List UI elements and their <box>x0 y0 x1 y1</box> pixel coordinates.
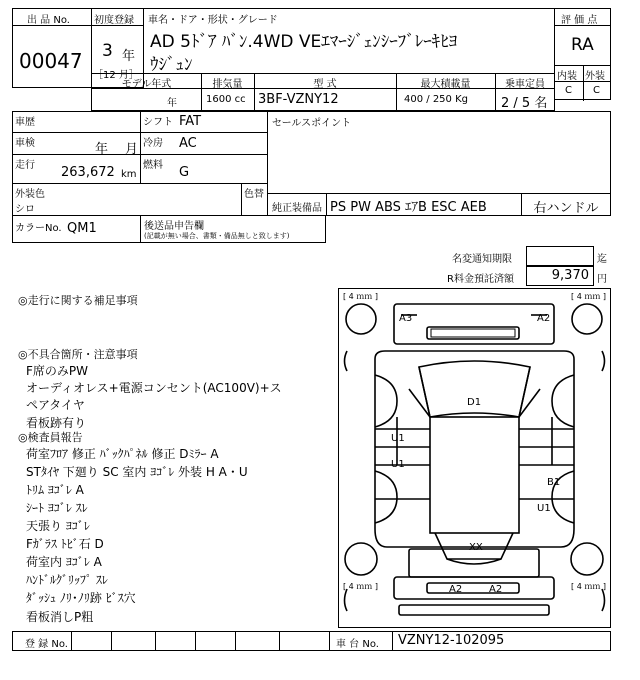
exterior-color-value: シロ <box>15 204 35 215</box>
lot-number: 00047 <box>19 49 83 73</box>
remark-line: ﾄﾘﾑ ﾖｺﾞﾚ A <box>26 483 84 497</box>
remark-line: F席のみPW <box>26 364 89 378</box>
mileage-cell <box>12 154 141 184</box>
grade-value: RA <box>571 35 594 55</box>
sales-point-label: セールスポイント <box>272 118 352 129</box>
recycle-label: R料金預託済額 <box>447 274 514 285</box>
chassis-no-label: 車 台 No. <box>336 639 379 650</box>
model-year-label: モデル年式 <box>121 79 172 90</box>
first-reg-month: ［12 月］ <box>93 70 139 81</box>
remark-line: ｼｰﾄ ﾖｺﾞﾚ ｽﾚ <box>26 501 88 515</box>
recycle-unit: 円 <box>597 274 607 285</box>
interior-value: C <box>565 85 572 96</box>
registration-no-label: 登 録 No. <box>25 639 68 650</box>
remark-line: STﾀｲﾔ 下廻り SC 室内 ﾖｺﾞﾚ 外装 H A・U <box>26 465 248 479</box>
sales-point-box <box>267 111 611 194</box>
inspection-label: 車検 <box>15 138 35 149</box>
shift-value: FAT <box>179 114 202 129</box>
remark-line: オーディオレス+電源コンセント(AC100V)+ス <box>26 381 282 395</box>
equipment-value: PS PW ABS ｴｱB ESC AEB <box>330 200 487 215</box>
displacement-label: 排気量 <box>212 79 243 90</box>
car-outline-diagram <box>339 289 610 627</box>
remark-line: Fｶﾞﾗｽ ﾄﾋﾞ石 D <box>26 537 104 551</box>
doc-declaration-label: 後送品申告欄 <box>144 221 204 232</box>
damage-code-a2-rear-2: A2 <box>489 584 503 595</box>
damage-diagram <box>338 288 611 628</box>
mileage-value: 263,672 <box>61 165 115 180</box>
first-reg-year: 3 <box>102 41 113 61</box>
first-reg-year-unit: 年 <box>122 49 136 64</box>
color-no-label: カラーNo. <box>15 223 62 234</box>
damage-code-u1-left-front: U1 <box>391 433 405 444</box>
chassis-no-value: VZNY12-102095 <box>398 633 505 648</box>
steering-value: 右ハンドル <box>533 201 599 216</box>
remark-line: ◎検査員報告 <box>18 431 83 444</box>
inspection-month: 月 <box>125 142 139 157</box>
capacity-value: 2 / 5 名 <box>501 96 548 111</box>
damage-code-b1: B1 <box>547 477 561 488</box>
registration-no-box <box>12 631 330 651</box>
doc-declaration-note: (記載が無い場合、書類・備品無しと致します) <box>144 232 290 240</box>
ac-value: AC <box>179 136 197 151</box>
capacity-label: 乗車定員 <box>505 79 545 90</box>
car-name-box <box>143 8 555 74</box>
mileage-label: 走行 <box>15 160 35 171</box>
remark-line: 天張り ﾖｺﾞﾚ <box>26 519 90 533</box>
remark-line: ﾀﾞｯｼｭ ﾉﾘ･ﾉﾘ跡 ﾋﾞｽ穴 <box>26 591 136 605</box>
exterior-value: C <box>593 85 600 96</box>
damage-code-a2-front: A2 <box>537 313 551 324</box>
doc-declaration-box <box>140 215 326 243</box>
tire-depth-front-left: [ 4 ｍｍ ] <box>343 292 378 301</box>
damage-code-d1: D1 <box>467 397 482 408</box>
fuel-label: 燃料 <box>143 160 163 171</box>
ac-label: 冷房 <box>143 138 163 149</box>
displacement-value: 1600 cc <box>206 94 246 105</box>
grade-box <box>554 8 611 100</box>
spec-table <box>91 73 555 111</box>
lot-box <box>12 8 92 88</box>
mileage-unit: km <box>121 169 137 180</box>
history-cell <box>12 111 141 133</box>
remark-line: 荷室内 ﾖｺﾞﾚ A <box>26 555 102 569</box>
notice-value-box <box>526 246 594 266</box>
fuel-cell <box>140 154 268 184</box>
defects-title: ◎不具合箇所・注意事項 <box>18 348 138 361</box>
history-label: 車歴 <box>15 117 35 128</box>
load-label: 最大積載量 <box>420 79 471 90</box>
repaint-cell <box>241 183 268 216</box>
inspection-year: 年 <box>95 142 109 157</box>
car-name-label: 車名・ドア・形状・グレード <box>148 15 278 26</box>
repaint-label: 色替 <box>244 189 264 200</box>
color-no-cell <box>12 215 141 243</box>
damage-code-a2-rear-1: A2 <box>449 584 463 595</box>
car-name-line1: AD 5ﾄﾞｱ ﾊﾞﾝ.4WD VEｴﾏｰｼﾞｪﾝｼｰﾌﾞﾚｰｷﾋﾖ <box>150 32 458 52</box>
remark-line: 看板跡有り <box>26 416 87 430</box>
remark-line: 荷室ﾌﾛｱ 修正 ﾊﾞｯｸﾊﾟﾈﾙ 修正 Dﾐﾗｰ A <box>26 447 219 461</box>
chassis-no-box <box>329 631 611 651</box>
grade-label: 評 価 点 <box>561 15 598 26</box>
remark-line: ペアタイヤ <box>26 398 85 412</box>
notice-label: 名変通知期限 <box>452 254 512 265</box>
recycle-value-box <box>526 266 594 286</box>
load-value: 400 / 250 Kg <box>404 94 468 105</box>
fuel-value: G <box>179 165 190 180</box>
notice-unit: 迄 <box>597 254 607 265</box>
steering-box <box>521 193 611 216</box>
remark-line: 看板消しP粗 <box>26 610 94 624</box>
tire-depth-rear-right: [ 4 ｍｍ ] <box>571 582 606 591</box>
shift-label: シフト <box>143 117 173 128</box>
equipment-label: 純正装備品 <box>272 203 322 214</box>
ac-cell <box>140 132 268 155</box>
lot-label: 出 品 No. <box>27 15 70 26</box>
exterior-color-cell <box>12 183 242 216</box>
first-reg-label: 初度登録 <box>94 15 134 26</box>
damage-code-a3: A3 <box>399 313 413 324</box>
tire-depth-front-right: [ 4 ｍｍ ] <box>571 292 606 301</box>
type-value: 3BF-VZNY12 <box>258 92 339 107</box>
interior-label: 内装 <box>557 71 577 82</box>
color-no-value: QM1 <box>67 221 97 236</box>
exterior-color-label: 外装色 <box>15 189 45 200</box>
damage-code-xx: XX <box>469 542 483 553</box>
tire-depth-rear-left: [ 4 ｍｍ ] <box>343 582 378 591</box>
recycle-value: 9,370 <box>551 268 589 283</box>
damage-code-u1-left-rear: U1 <box>391 459 405 470</box>
inspection-cell <box>12 132 141 155</box>
car-name-line2: ｳｼﾞｭﾝ <box>150 55 193 75</box>
exterior-label: 外装 <box>585 71 605 82</box>
driving-remarks-title: ◎走行に関する補足事項 <box>18 294 138 307</box>
equipment-box <box>267 193 522 216</box>
type-label: 型 式 <box>313 79 337 90</box>
shift-cell <box>140 111 268 133</box>
damage-code-u1-right: U1 <box>537 503 551 514</box>
model-year-unit: 年 <box>167 98 177 109</box>
remark-line: ﾊﾝﾄﾞﾙｸﾞﾘｯﾌﾟ ｽﾚ <box>26 573 108 587</box>
